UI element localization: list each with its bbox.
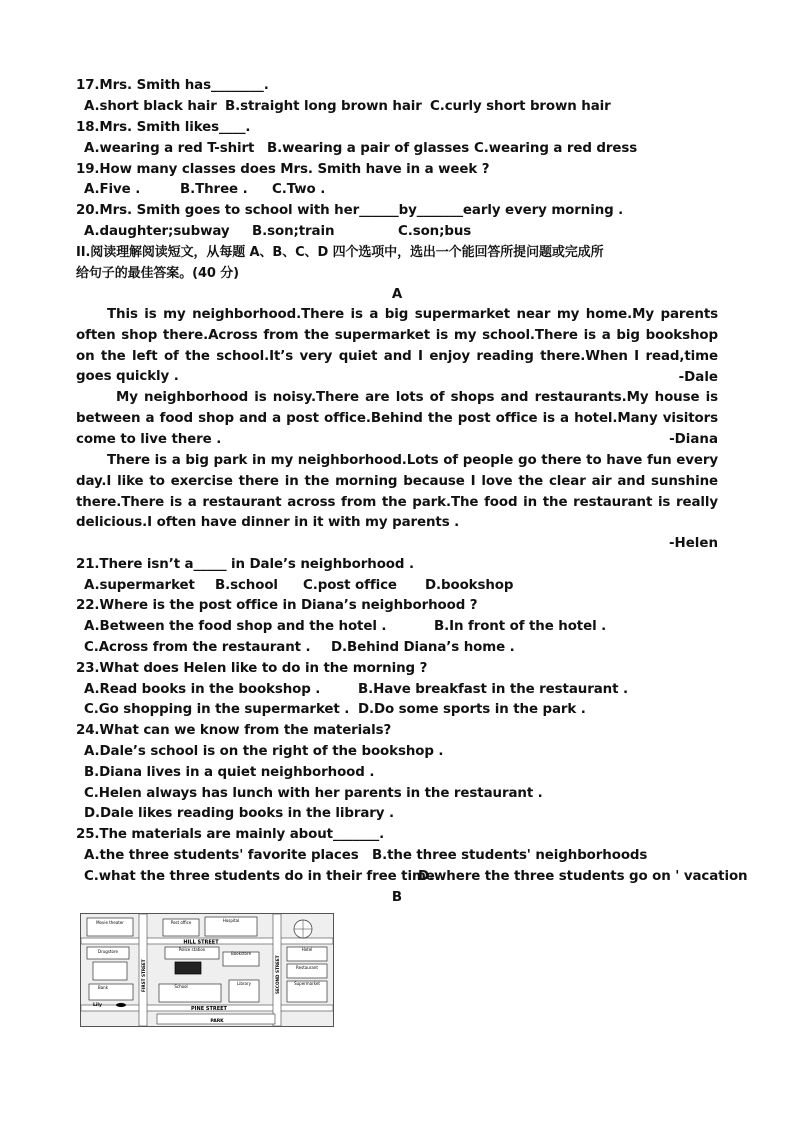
map-place-police-station: Police station [178, 947, 206, 952]
q18-option-c: C.wearing a red dress [474, 141, 638, 156]
q20-option-b: B.son;train [252, 224, 335, 239]
map-street-left: FIRST STREET [141, 959, 146, 992]
q25-option-a: A.the three students' favorite places [84, 848, 359, 863]
passage-a-helen-paragraph: There is a big park in my neighborhood.Lots of people go there to have fun every day.I like to exercise there in the morning because I love the clear air and sunshine there.There is a restaurant across from the park.The food in the restaurant is really delicious.I often have dinner in it with my parents . [76, 453, 718, 531]
map-place-post-office: Post office [170, 920, 192, 925]
map-place-hotel: Hotel [301, 947, 313, 952]
q21-stem: 21.There isn’t a_____ in Dale’s neighborhood . [76, 557, 414, 572]
passage-b-letter: B [391, 890, 403, 905]
passage-a-helen-signature: -Helen [668, 536, 718, 551]
q24-option-b: B.Diana lives in a quiet neighborhood . [84, 765, 375, 780]
map-place-library: Library [237, 981, 251, 986]
map-place-bank: Bank [97, 985, 109, 990]
section-2-instruction-line-2: 给句子的最佳答案。(40 分) [76, 266, 239, 281]
q20-option-c: C.son;bus [398, 224, 472, 239]
q21-option-c: C.post office [303, 578, 397, 593]
neighborhood-map [80, 913, 334, 1027]
q23-option-c: C.Go shopping in the supermarket . [84, 702, 350, 717]
q18-option-a: A.wearing a red T-shirt [84, 141, 255, 156]
passage-a-dale-paragraph: This is my neighborhood.There is a big supermarket near my home.My parents often shop there.Across from the supermarket is my school.There is a big bookshop on the left of the school.It’s very quiet and I enjoy reading there.When I read,time goes quickly . [76, 307, 718, 385]
map-place-hospital: Hospital [222, 918, 240, 923]
q21-option-b: B.school [215, 578, 278, 593]
map-place-bookstore: Bookstore [230, 951, 252, 956]
q24-option-c: C.Helen always has lunch with her parents in the restaurant . [84, 786, 543, 801]
map-place-drugstore: Drugstore [98, 949, 118, 954]
q24-option-a: A.Dale’s school is on the right of the bookshop . [84, 744, 444, 759]
q18-option-b: B.wearing a pair of glasses [267, 141, 470, 156]
q25-stem: 25.The materials are mainly about_______. [76, 827, 385, 842]
q17-option-b: B.straight long brown hair [225, 99, 422, 114]
map-place-restaurant: Restaurant [296, 965, 318, 970]
map-street-right: SECOND STREET [275, 955, 280, 994]
q19-stem: 19.How many classes does Mrs. Smith have in a week ? [76, 162, 490, 177]
q19-option-b: B.Three . [180, 182, 248, 197]
q22-option-c: C.Across from the restaurant . [84, 640, 311, 655]
passage-a-diana-signature: -Diana [669, 432, 718, 447]
q23-option-a: A.Read books in the bookshop . [84, 682, 321, 697]
q21-option-d: D.bookshop [425, 578, 514, 593]
map-place-supermarket: Supermarket [294, 981, 320, 986]
q24-stem: 24.What can we know from the materials? [76, 723, 392, 738]
q19-option-c: C.Two . [272, 182, 326, 197]
map-place-movie-theater: Movie theater [96, 920, 124, 925]
q22-stem: 22.Where is the post office in Diana’s neighborhood ? [76, 598, 478, 613]
map-park-label: PARK [210, 1019, 224, 1024]
passage-a-dale-signature: -Dale [678, 370, 718, 385]
q19-option-a: A.Five . [84, 182, 141, 197]
q25-option-c: C.what the three students do in their free time [84, 869, 435, 884]
q22-option-a: A.Between the food shop and the hotel . [84, 619, 387, 634]
map-street-top: HILL STREET [183, 939, 219, 946]
q20-stem: 20.Mrs. Smith goes to school with her______by_______early every morning . [76, 203, 624, 218]
q22-option-b: B.In front of the hotel . [434, 619, 607, 634]
q23-stem: 23.What does Helen like to do in the morning ? [76, 661, 428, 676]
section-2-instruction-line-1: II.阅读理解阅读短文，从每题 A、B、C、D 四个选项中，选出一个能回答所提问题或完成所 [76, 245, 604, 260]
q18-stem: 18.Mrs. Smith likes____. [76, 120, 251, 135]
q23-option-b: B.Have breakfast in the restaurant . [358, 682, 628, 697]
passage-a-letter: A [391, 287, 403, 302]
q24-option-d: D.Dale likes reading books in the library . [84, 806, 394, 821]
q22-option-d: D.Behind Diana’s home . [331, 640, 515, 655]
map-lily-label: Lily [93, 1003, 102, 1008]
q17-option-c: C.curly short brown hair [430, 99, 611, 114]
passage-a-diana-paragraph: My neighborhood is noisy.There are lots of shops and restaurants.My house is between a food shop and a post office.Behind the post office is a hotel.Many visitors come to live there . [76, 390, 718, 447]
q17-stem: 17.Mrs. Smith has________. [76, 78, 269, 93]
q25-option-d: D.where the three students go on ' vacation [418, 869, 748, 884]
q17-option-a: A.short black hair [84, 99, 217, 114]
q21-option-a: A.supermarket [84, 578, 195, 593]
map-street-bottom: PINE STREET [191, 1006, 227, 1012]
map-place-school: School [174, 984, 188, 989]
lily-marker-icon [116, 1003, 126, 1007]
q20-option-a: A.daughter;subway [84, 224, 230, 239]
q25-option-b: B.the three students' neighborhoods [372, 848, 648, 863]
q23-option-d: D.Do some sports in the park . [358, 702, 586, 717]
